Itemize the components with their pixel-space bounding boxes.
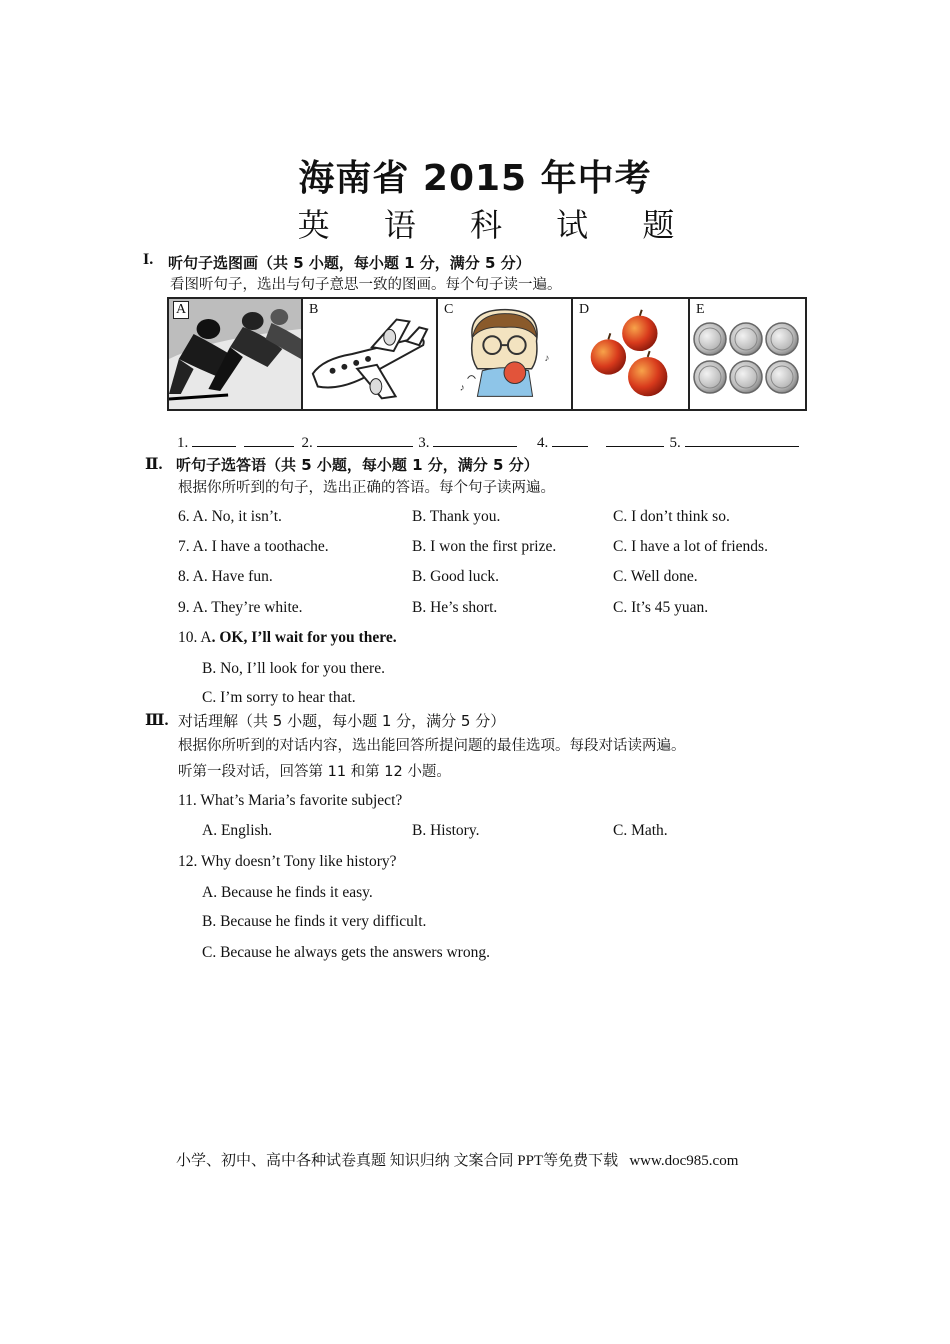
section-3-instruction: 根据你所听到的对话内容，选出能回答所提问题的最佳选项。每段对话读两遍。 <box>178 738 686 754</box>
section-2-instruction: 根据你所听到的句子，选出正确的答语。每个句子读两遍。 <box>178 480 555 496</box>
q7-option-b: B. I won the first prize. <box>412 538 557 555</box>
answer-blank-2[interactable] <box>317 432 413 447</box>
picture-b <box>303 299 438 409</box>
q10-option-a-prefix: 10. A <box>178 629 212 646</box>
q12-question: 12. Why doesn’t Tony like history? <box>178 853 397 870</box>
q12-option-a: A. Because he finds it easy. <box>202 884 373 901</box>
picture-letter-c: C <box>444 302 454 317</box>
page-footer: 小学、初中、高中各种试卷真题 知识归纳 文案合同 PPT等免费下载 www.doc985.com <box>176 1153 739 1169</box>
answer-blank-4a[interactable] <box>552 432 588 447</box>
q7-option-a: 7. A. I have a toothache. <box>178 538 329 555</box>
q7-option-c: C. I have a lot of friends. <box>613 538 768 555</box>
picture-letter-d: D <box>579 302 590 317</box>
q11-option-b: B. History. <box>412 822 480 839</box>
section-1-instruction: 看图听句子，选出与句子意思一致的图画。每个句子读一遍。 <box>170 277 562 293</box>
boy-eating-icon <box>438 299 571 409</box>
answer-label-5: 5. <box>669 435 681 451</box>
q6-option-b: B. Thank you. <box>412 508 501 525</box>
section-2-heading: 听句子选答语（共 5 小题，每小题 1 分，满分 5 分） <box>176 456 539 474</box>
picture-letter-a: A <box>173 301 189 319</box>
q10-option-a-text: . OK, I’ll wait for you there. <box>211 629 397 646</box>
answer-blanks-row <box>177 432 799 452</box>
q10-option-b: B. No, I’ll look for you there. <box>202 660 385 677</box>
answer-label-2: 2. <box>301 435 313 451</box>
q6-option-c: C. I don’t think so. <box>613 508 730 525</box>
picture-c <box>438 299 573 409</box>
section-1-number: I. <box>143 251 154 268</box>
answer-blank-1a[interactable] <box>192 432 236 447</box>
q9-option-b: B. He’s short. <box>412 599 498 616</box>
q12-option-b: B. Because he finds it very difficult. <box>202 913 427 930</box>
section-1-heading: 听句子选图画（共 5 小题，每小题 1 分，满分 5 分） <box>168 254 531 272</box>
q12-option-c: C. Because he always gets the answers wrong. <box>202 944 490 961</box>
section-3-heading: 对话理解（共 5 小题，每小题 1 分，满分 5 分） <box>178 712 506 730</box>
picture-letter-e: E <box>696 302 705 317</box>
q11-option-c: C. Math. <box>613 822 668 839</box>
picture-options <box>167 297 807 411</box>
section-3-sub-instruction: 听第一段对话，回答第 11 和第 12 小题。 <box>178 764 451 780</box>
answer-blank-5[interactable] <box>685 432 799 447</box>
q10-option-a <box>178 629 397 647</box>
answer-label-4: 4. <box>537 435 549 451</box>
q11-question: 11. What’s Maria’s favorite subject? <box>178 792 403 809</box>
picture-a <box>169 299 303 409</box>
section-3-number: Ⅲ. <box>145 712 169 729</box>
q8-option-c: C. Well done. <box>613 568 698 585</box>
answer-blank-1b[interactable] <box>244 432 294 447</box>
apples-icon <box>573 299 688 409</box>
picture-d <box>573 299 690 409</box>
q9-option-a: 9. A. They’re white. <box>178 599 303 616</box>
airplane-icon <box>303 299 436 409</box>
q6-option-a: 6. A. No, it isn’t. <box>178 508 282 525</box>
q8-option-a: 8. A. Have fun. <box>178 568 273 585</box>
answer-label-1: 1. <box>177 435 189 451</box>
svg-text:♪: ♪ <box>459 382 465 394</box>
picture-letter-b: B <box>309 302 319 317</box>
section-2-number: Ⅱ. <box>145 456 163 473</box>
coins-icon <box>690 299 805 409</box>
q10-option-c: C. I’m sorry to hear that. <box>202 689 356 706</box>
q9-option-c: C. It’s 45 yuan. <box>613 599 709 616</box>
q11-option-a: A. English. <box>202 822 273 839</box>
answer-blank-3[interactable] <box>433 432 517 447</box>
q8-option-b: B. Good luck. <box>412 568 499 585</box>
picture-e <box>690 299 805 409</box>
svg-text:♪: ♪ <box>544 352 550 364</box>
page-title: 海南省 2015 年中考 <box>298 158 652 199</box>
page-subtitle: 英 语 科 试 题 <box>297 206 697 244</box>
answer-label-3: 3. <box>418 435 430 451</box>
answer-blank-4b[interactable] <box>606 432 664 447</box>
